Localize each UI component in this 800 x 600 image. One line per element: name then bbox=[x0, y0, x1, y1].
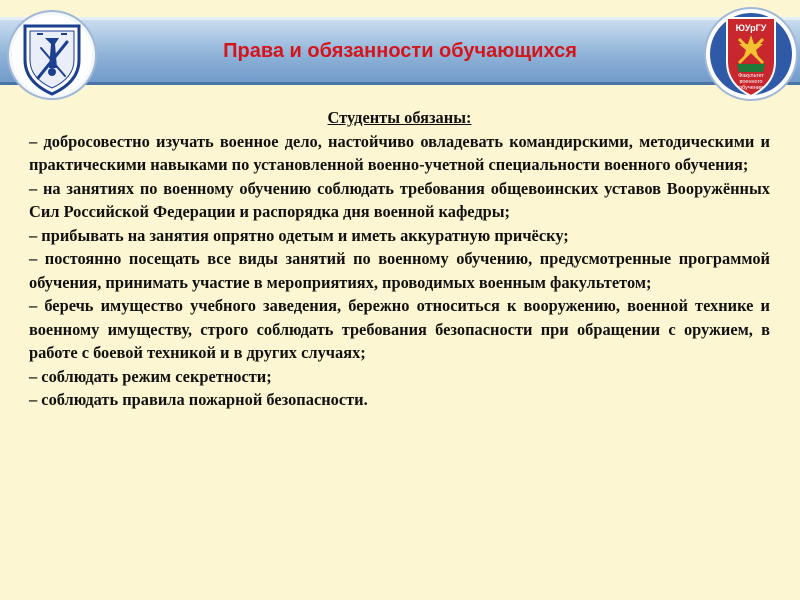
duty-item-6: – соблюдать режим секретности; bbox=[29, 366, 272, 386]
duty-item-4: – постоянно посещать все виды занятий по военному обучению, предусмотренные программой обучения, принимать участие в мероприятиях, проводимых военным факультетом; bbox=[29, 249, 770, 292]
duty-item-7: – соблюдать правила пожарной безопасности. bbox=[29, 390, 368, 409]
shield-caption-line-1: Факультет bbox=[738, 73, 764, 79]
duty-item-2: – на занятиях по военному обучению соблюдать требования общевоинских уставов Вооружённых Сил Российской Федерации и распорядка дня военной кафедры; bbox=[29, 178, 770, 221]
duty-item-1: – добросовестно изучать военное дело, настойчиво овладевать командирскими, методическими и практическими навыками по установленной военно-учетной специальности военного обучения; bbox=[29, 131, 770, 174]
shield-caption-line-3: обучения bbox=[739, 85, 763, 91]
duty-item-5: – беречь имущество учебного заведения, бережно относиться к вооружению, военной технике и военному имуществу, строго соблюдать требования безопасности при обращении с оружием, в работе с боевой техникой и в других случаях; bbox=[29, 296, 770, 362]
duties-heading: Студенты обязаны: bbox=[327, 108, 472, 127]
page-title: Права и обязанности обучающихся bbox=[223, 39, 577, 62]
university-crest-icon bbox=[5, 8, 100, 103]
shield-caption-line-2: военного bbox=[739, 79, 763, 85]
duties-text bbox=[29, 106, 770, 412]
faculty-shield-icon bbox=[703, 6, 800, 103]
duty-item-3: – прибывать на занятия опрятно одетым и иметь аккуратную причёску; bbox=[29, 225, 569, 245]
shield-top-text: ЮУрГУ bbox=[735, 23, 767, 33]
